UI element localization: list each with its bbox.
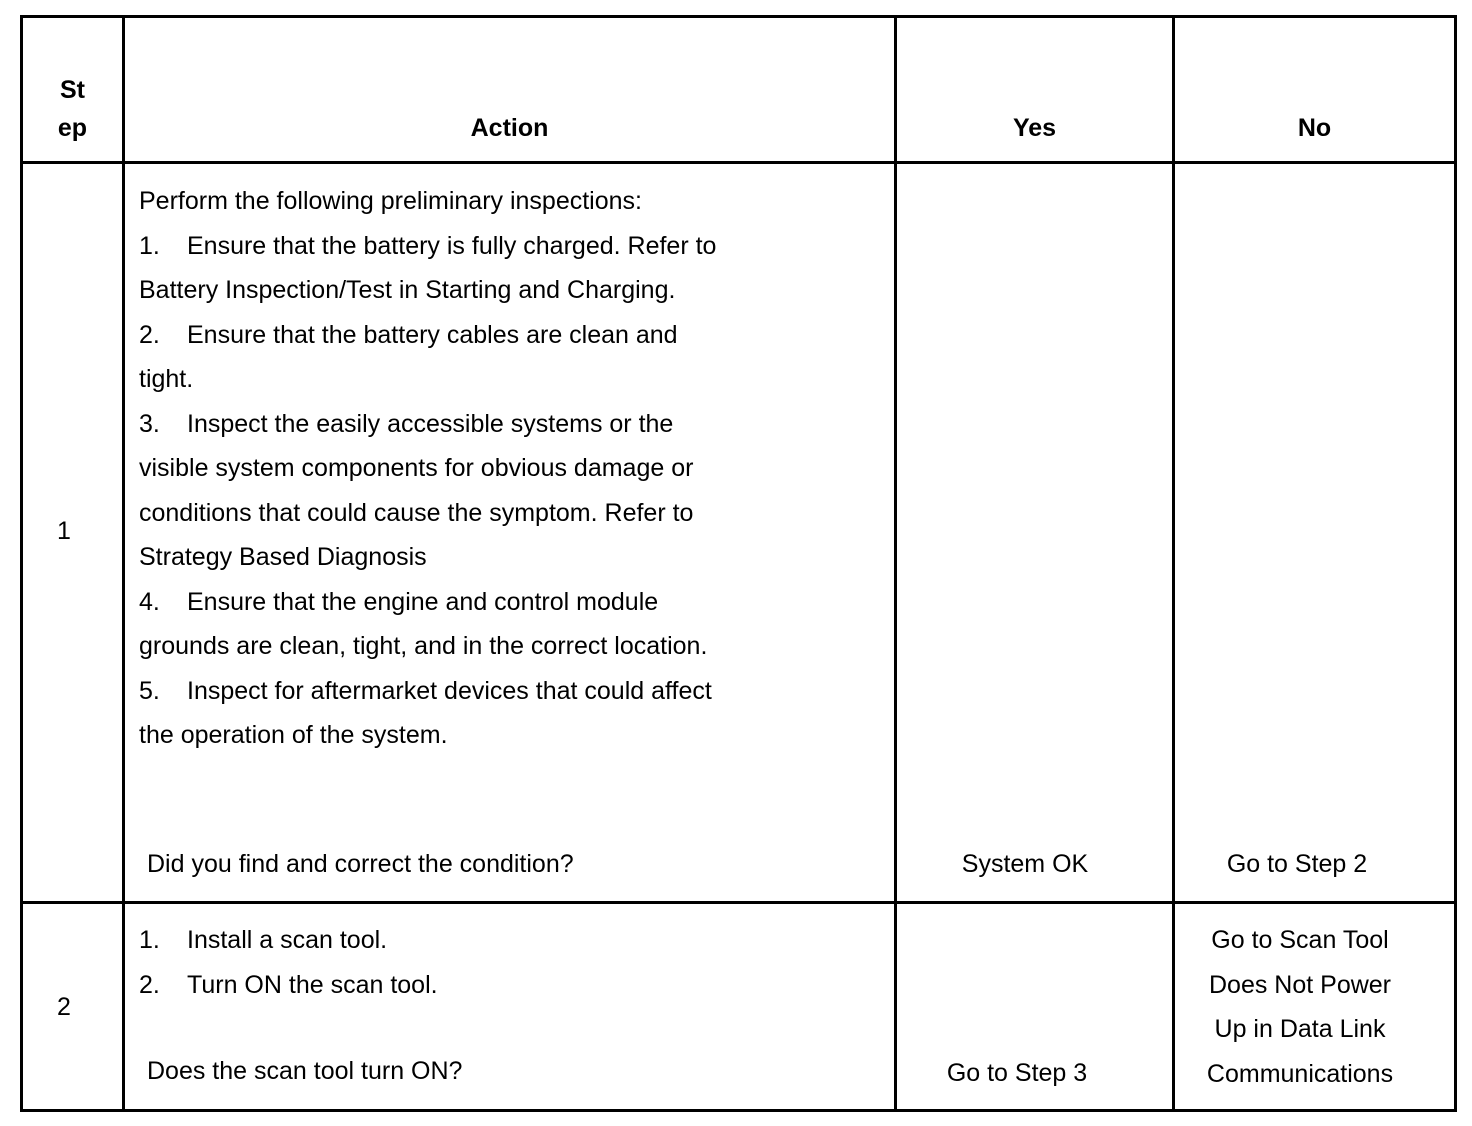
yes-result: Go to Step 3 xyxy=(946,1059,1088,1087)
list-item: tight. xyxy=(139,365,194,393)
list-item: the operation of the system. xyxy=(139,721,448,749)
list-item: Battery Inspection/Test in Starting and Charging. xyxy=(139,276,676,304)
step-number: 1 xyxy=(57,517,71,545)
list-item: grounds are clean, tight, and in the correct location. xyxy=(139,632,708,660)
header-no: No xyxy=(1297,114,1332,142)
list-item: 5. Inspect for aftermarket devices that could affect xyxy=(139,676,712,705)
diagnostic-table xyxy=(20,15,1457,1112)
step-number: 2 xyxy=(57,993,71,1021)
col-divider-action xyxy=(894,15,897,1112)
header-yes: Yes xyxy=(1012,114,1057,142)
list-item: 2. Turn ON the scan tool. xyxy=(139,970,438,999)
header-action: Action xyxy=(470,114,549,142)
no-result: Go to Step 2 xyxy=(1226,850,1368,878)
header-divider xyxy=(20,161,1457,164)
list-item: 1. Install a scan tool. xyxy=(139,926,388,954)
no-result xyxy=(1175,918,1425,1096)
header-step-line1: St xyxy=(60,76,85,104)
action-intro: Perform the following preliminary inspections: xyxy=(139,187,642,215)
no-result-line: Communications xyxy=(1206,1059,1394,1088)
action-question: Does the scan tool turn ON? xyxy=(147,1057,463,1085)
list-item: Strategy Based Diagnosis xyxy=(139,543,427,571)
table-border-right xyxy=(1454,15,1457,1112)
list-item: 1. Ensure that the battery is fully charged. Refer to xyxy=(139,231,717,260)
table-border-bottom xyxy=(20,1109,1457,1112)
action-question: Did you find and correct the condition? xyxy=(147,850,574,878)
no-result-line: Up in Data Link xyxy=(1214,1015,1386,1043)
header-step xyxy=(23,71,122,147)
table-border-top xyxy=(20,15,1457,18)
no-result-line: Go to Scan Tool xyxy=(1211,926,1389,954)
list-item: 3. Inspect the easily accessible systems or the xyxy=(139,409,674,438)
no-result-line: Does Not Power xyxy=(1208,970,1392,999)
header-step-line2: ep xyxy=(57,114,88,142)
list-item: 2. Ensure that the battery cables are clean and xyxy=(139,320,678,349)
action-text xyxy=(139,918,438,1007)
action-text xyxy=(139,179,716,758)
list-item: conditions that could cause the symptom. Refer to xyxy=(139,498,694,527)
table-border-left xyxy=(20,15,23,1112)
col-divider-step xyxy=(122,15,125,1112)
list-item: visible system components for obvious damage or xyxy=(139,454,694,482)
yes-result: System OK xyxy=(961,850,1089,878)
list-item: 4. Ensure that the engine and control module xyxy=(139,587,659,616)
row-divider xyxy=(20,901,1457,904)
